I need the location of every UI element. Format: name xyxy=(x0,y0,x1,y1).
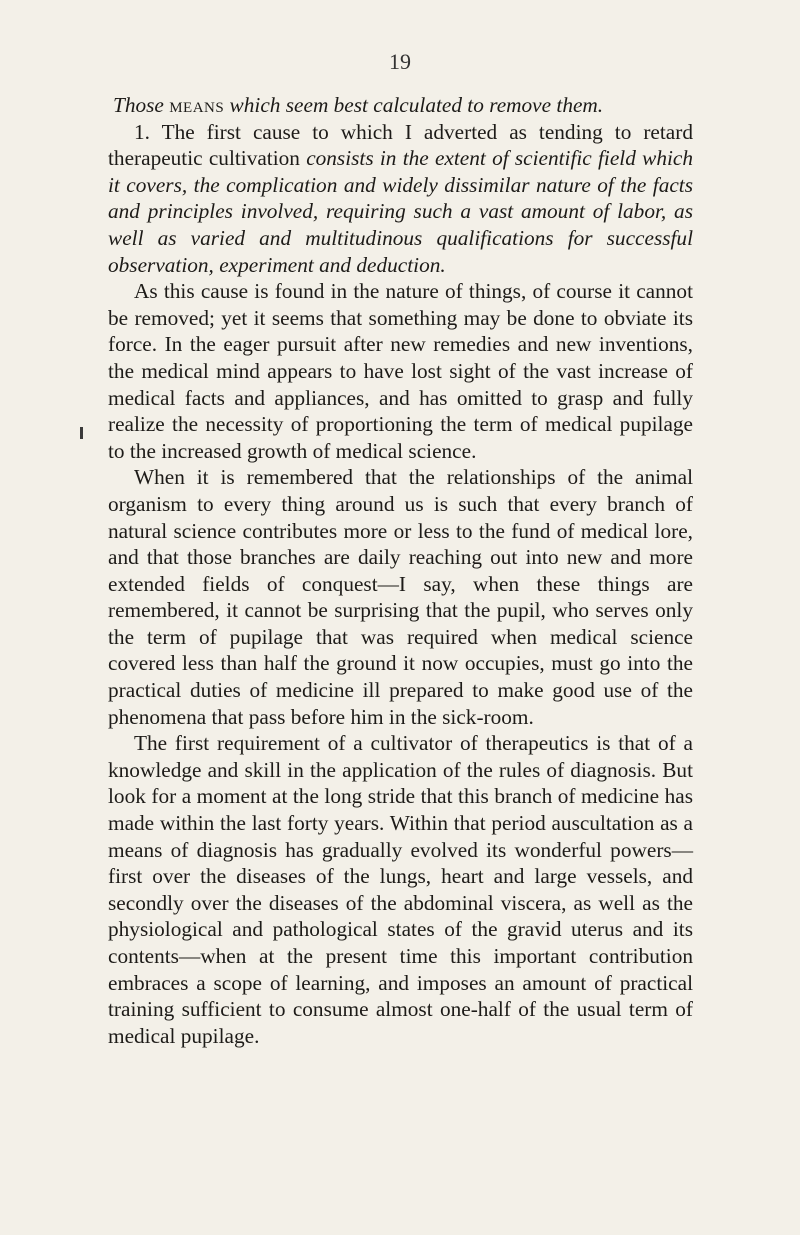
heading-lead: Those xyxy=(113,93,170,117)
paragraph-2: As this cause is found in the nature of things, of course it cannot be removed; yet it seems that something may be done to obviate its force. In the eager pursuit after new remedies and new inventions, the medical mind appears to have lost sight of the vast increase of medical facts and appliances, and has omitted to grasp and fully realize the necessity of proportioning the term of medical pupilage to the increased growth of medical science. xyxy=(108,279,693,463)
paragraph-3: When it is remembered that the relationships of the animal organism to every thing around us is such that every branch of natural science contributes more or less to the fund of medical lore, and that those branches are daily reaching out into new and more extended fields of conquest—I say, when these things are remembered, it cannot be surprising that the pupil, who serves only the term of pupilage that was required when medical science covered less than half the ground it now occupies, must go into the practical duties of medicine ill prepared to make good use of the phenomena that pass before him in the sick-room. xyxy=(108,465,693,729)
heading-rest: which seem best calculated to remove them. xyxy=(224,93,604,117)
margin-speck xyxy=(80,427,83,439)
page-body xyxy=(108,92,693,1049)
paragraph-1-italic: consists in the extent of scientific field which it covers, the complication and widely dissimilar nature of the facts and principles involved, requiring such a vast amount of labor, as well as varied and multitudinous qualifications for successful observation, experiment and deduction. xyxy=(108,146,693,277)
heading-caps-word: means xyxy=(169,93,225,117)
paragraph-4: The first requirement of a cultivator of therapeutics is that of a knowledge and skill in the application of the rules of diagnosis. But look for a moment at the long stride that this branch of medicine has made within the last forty years. Within that period auscultation as a means of diagnosis has gradually evolved its wonderful powers—first over the diseases of the lungs, heart and large vessels, and secondly over the diseases of the abdominal viscera, as well as the physiological and pathological states of the gravid uterus and its contents—when at the present time this important contribution embraces a scope of learning, and imposes an amount of practical training sufficient to consume almost one-half of the usual term of medical pupilage. xyxy=(108,731,693,1048)
paragraph-1-plain: 1. The first cause to which I adverted as tending to retard therapeutic cultivation xyxy=(108,119,693,171)
page-number: 19 xyxy=(389,49,411,74)
paragraph-1 xyxy=(108,119,693,279)
section-heading xyxy=(108,92,693,119)
